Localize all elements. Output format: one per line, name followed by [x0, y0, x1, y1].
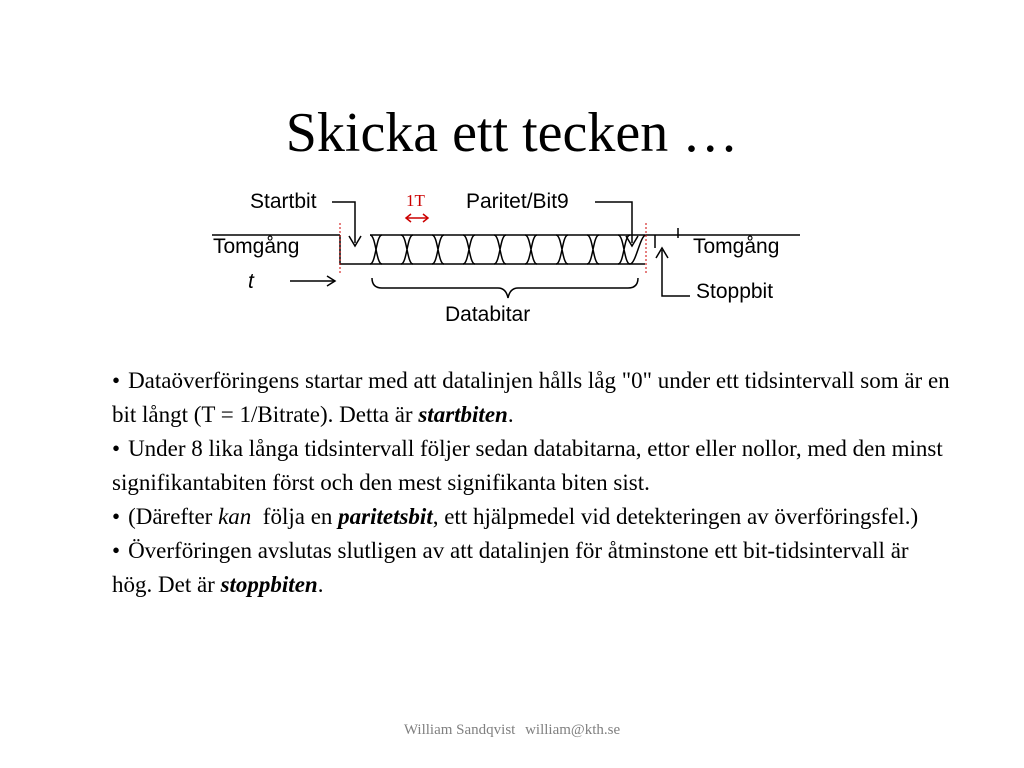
bullet-text: (Därefter [128, 504, 219, 529]
bullet-text-end: , ett hjälpmedel vid detekteringen av överföringsfel.) [432, 504, 919, 529]
bullet-text: Under 8 lika långa tidsintervall följer sedan databitarna, ettor eller nollor, med den minst signifikantabiten först och den mest signifikanta biten sist. [112, 436, 943, 495]
time-symbol-label: t [248, 270, 254, 293]
bullet-marker: • [112, 436, 121, 461]
bullet-parity [112, 500, 952, 534]
bullet-marker: • [112, 504, 121, 529]
emphasis-startbiten: startbiten [418, 402, 508, 427]
slide-title: Skicka ett tecken … [285, 102, 739, 164]
emphasis-stoppbiten: stoppbiten [220, 572, 318, 597]
paritet-arrow [595, 202, 638, 246]
one-t-label: 1T [406, 191, 425, 210]
bullet-text: Dataöverföringens startar med att datalinjen hålls låg "0" under ett tidsintervall som är en bit långt (T = 1/Bitrate). Detta är [112, 368, 950, 427]
bullet-marker: • [112, 538, 121, 563]
databitar-brace [372, 278, 638, 298]
stoppbit-arrow [656, 248, 690, 296]
time-arrow [290, 276, 335, 286]
bullet-text-end: . [317, 572, 324, 597]
bullet-startbit [112, 364, 952, 432]
slide-footer [0, 722, 1024, 739]
stoppbit-label: Stoppbit [696, 280, 774, 303]
bullet-list [112, 364, 952, 602]
bullet-text-mid: följa en [251, 504, 339, 529]
bullet-marker: • [112, 368, 121, 393]
startbit-label: Startbit [250, 190, 317, 213]
uart-timing-diagram [200, 178, 820, 338]
bullet-databits [112, 432, 952, 500]
emphasis-paritetsbit: paritetsbit [338, 504, 433, 529]
tomgang-right-label: Tomgång [693, 235, 780, 258]
footer-email: william@kth.se [525, 722, 621, 738]
paritet-label: Paritet/Bit9 [466, 190, 569, 213]
tomgang-left-label: Tomgång [213, 235, 300, 258]
one-t-arrow [406, 214, 428, 222]
italic-kan: kan [218, 504, 252, 529]
footer-author: William Sandqvist [403, 722, 516, 738]
databitar-label: Databitar [445, 303, 531, 326]
startbit-arrow [332, 202, 361, 246]
timing-diagram-svg [200, 178, 820, 338]
bullet-text-end: . [507, 402, 514, 427]
bullet-text: Överföringen avslutas slutligen av att datalinjen för åtminstone ett bit-tidsintervall är hög. Det är [112, 538, 909, 597]
bullet-stopbit [112, 534, 952, 602]
